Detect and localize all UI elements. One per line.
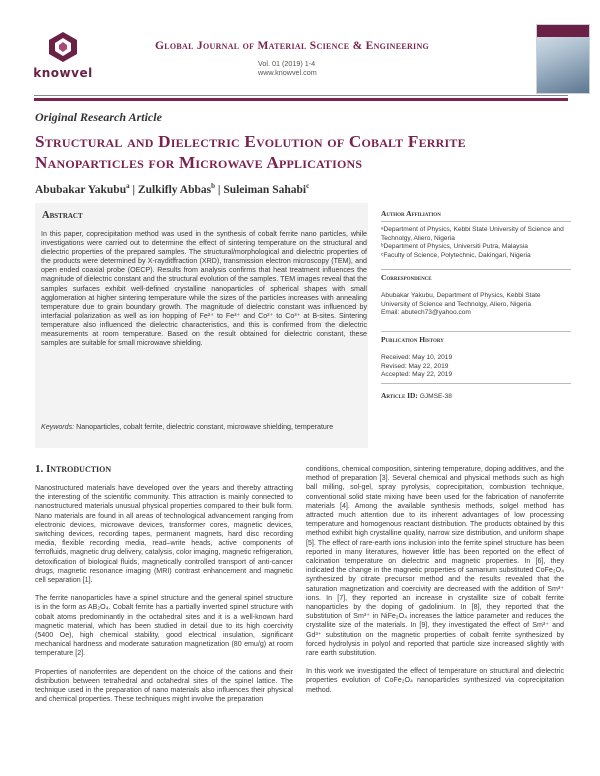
- author-name: Abubakar Yakubu: [35, 183, 127, 196]
- affiliation-block: [381, 210, 571, 219]
- journal-cover-image: [536, 24, 590, 94]
- affiliation-list: [381, 226, 571, 260]
- journal-volume: Vol. 01 (2019) 1-4: [258, 59, 316, 68]
- history-block: [381, 336, 571, 345]
- keywords-value: Nanoparticles, cobalt ferrite, dielectric constant, microwave shielding, temperature: [76, 423, 334, 431]
- sidebar-divider: [381, 383, 571, 384]
- correspondence-block: [381, 274, 571, 283]
- keywords-label: Keywords:: [41, 423, 75, 431]
- introduction-heading: 1. Introduction: [35, 463, 112, 475]
- paragraph: conditions, chemical composition, sintering temperature, doping additives, and the method of preparation [3]. Several chemical and physical methods such as high ball milling, sol-gel, spray pyrolysis, coprecipitation, combustion technique, conventional solid state mixing have been used for the fabrication of nanoferrite materials [4]. Among the available synthesis methods, solgel method has attracted much attention due to its inherent advantages of low processing temperature and homogenous reactant distribution. The products obtained by this method exhibit high crystalline quality, narrow size distribution, and uniform shape [5]. The effect of rare-earth ions inclusion into the ferrite spinel structure has been reported in many literatures, however little has been reported on the effect of calcination temperature on dielectric and magnetic properties. In [6], they indicated the change in the magnetic properties of samarium substituted CoFe₂O₄ synthesized by citrate precursor method and the results revealed that the saturation magnetization and coercivity are decreased with the addition of Sm³⁺ ions. In [7], they reported an increase in crystallite size of cobalt ferrite nanoparticles by the doping of gadolinium. In [8], they reported that the substitution of Sm³⁺ in NiFe₂O₄ increases the lattice parameter and reduces the crystallite size of the materials. In [9], they investigated the effect of Sm³⁺ and Gd³⁺ substitution on the magnetic properties of cobalt ferrite synthesized by forced hydrolysis in polyol and reported that particle size increased slightly with rare earth substitution.: [306, 465, 564, 658]
- body-column-left: [35, 484, 293, 713]
- keywords: [41, 423, 367, 432]
- article-id: [381, 392, 571, 402]
- knowvel-logo-icon: [46, 30, 80, 64]
- paragraph: Nanostructured materials have developed over the years and thereby attracting the interesting of the scientific community. This attraction is mainly connected to nanostructured materials unusual physical properties compared to their bulk form. Nano materials are found in all areas of technological advancement ranging from electronic devices, microwave devices, transformer cores, magnetic devices, switching devices, recording tapes, permanent magnets, hard disc recording media, flexible recording media, read–write heads, active components of ferrofluids, magnetic drug delivery, catalysis, color imaging, magnetic refrigeration, detoxification of biological fluids, magnetically controlled transport of anti-cancer drugs, magnetic resonance imaging (MRI) contrast enhancement and magnetic cell separation [1].: [35, 484, 293, 585]
- history-list: [381, 354, 571, 380]
- article-id-label: Article ID:: [381, 391, 418, 400]
- publisher-name: knowvel: [33, 66, 93, 80]
- header-accent-bar: [34, 98, 568, 101]
- history-revised: Revised: May 22, 2019: [381, 362, 449, 370]
- sidebar-divider: [381, 269, 571, 270]
- affiliation-item: ᵇDepartment of Physics, Universiti Putra, Malaysia: [381, 243, 528, 250]
- history-accepted: Accepted: May 22, 2019: [381, 371, 453, 378]
- publisher-logo[interactable]: [20, 30, 106, 92]
- correspondence-text: Abubakar Yakubu, Department of Physics, Kebbi State University of Science and Technolgy, Aliero, Nigeria: [381, 292, 541, 308]
- article-id-value: GJMSE-38: [419, 393, 452, 400]
- correspondence-email[interactable]: Email: abutech73@yahoo.com: [381, 309, 471, 316]
- paragraph: The ferrite nanoparticles have a spinel structure and the general spinel structure is in the form as AB₂O₄. Cobalt ferrite has a partially inverted spinel structure with cobalt atoms predominantly in the octahedral sites and it is a well-known hard magnetic material, which has been studied in detail due to its high coercivity (5400 Oe), high chemical stability, good electrical insulation, significant mechanical hardness and moderate saturation magnetization (80 emu/g) at room temperature [2].: [35, 594, 293, 658]
- affiliation-item: ᶜFaculty of Science, Polytechnic, Dakingari, Nigeria: [381, 251, 531, 259]
- article-type: Original Research Article: [35, 110, 162, 124]
- paragraph: In this work we investigated the effect of temperature on structural and dielectric properties evolution of CoFe₂O₄ nanoparticles synthesized via coprecipitation method.: [306, 667, 564, 694]
- journal-header: [0, 0, 600, 96]
- journal-website[interactable]: www.knowvel.com: [258, 68, 317, 77]
- journal-meta: [258, 59, 317, 77]
- history-heading: Publication History: [381, 335, 444, 344]
- history-received: Received: May 10, 2019: [381, 354, 453, 361]
- correspondence-heading: Correspondence: [381, 273, 432, 282]
- abstract-heading: Abstract: [42, 210, 83, 221]
- author-list: Abubakar Yakubu$^a$ | Zulkifly Abbas$^b$ | Suleiman Sahabi$^c$: [35, 182, 310, 196]
- author-name: Zulkifly Abbas: [137, 183, 212, 196]
- author-name: Suleiman Sahabi: [223, 183, 307, 196]
- header-divider: [34, 95, 568, 96]
- body-column-right: [306, 465, 564, 704]
- affiliation-item: ᵃDepartment of Physics, Kebbi State University of Science and Technolgy, Aliero, Nigeria: [381, 226, 564, 242]
- affiliation-heading: Author Affiliation: [381, 209, 441, 218]
- abstract-text: In this paper, coprecipitation method was used in the synthesis of cobalt ferrite nano particles, while investigations were carried out to determine the effect of sintering temperature on the structural and dielectric properties of the prepared samples. The structural/morphological and dielectric properties of the products were determined by X-rayditffraction (XRD), transmission electron microscopy (TEM), and open ended coaxial probe (OECP). Results from analysis confirms that heat treatment influences the magnitude of dielectric constant and the structural evolution of the samples. TEM images reveal that the samples surfaces exhibit well-defined crystalline nanoparticles of spherical shapes with small agglomeration at higher sintering temperature while the sizes of the particles increases with annealing temperature due to grain boundary growth. The magnitude of dielectric constant was influenced by interfacial polarization as well as ion hopping of Fe²⁺ to Fe³⁺ and Co²⁺ to Co³⁺ at B-sites. Sintering temperature also influenced the dielectric characteristics, and this is confirmed from the dielectric measurements at room temperature. Based on the result obtained for dielectric constant, these samples are suitable for small microwave shielding.: [41, 230, 367, 348]
- correspondence-details: [381, 292, 571, 318]
- sidebar-divider: [381, 221, 571, 222]
- paragraph: Properties of nanoferrites are dependent on the choice of the cations and their distribution between tetrahedral and octahedral sites of the spinel lattice. The technique used in the preparation of nano materials also influences their physical and chemical properties. These techniques might involve the preparation: [35, 667, 293, 704]
- article-title: Structural and Dielectric Evolution of Cobalt Ferrite Nanoparticles for Microwave Applications: [35, 132, 466, 172]
- journal-title: Global Journal of Material Science & Engineering: [155, 40, 430, 52]
- sidebar-divider: [381, 331, 571, 332]
